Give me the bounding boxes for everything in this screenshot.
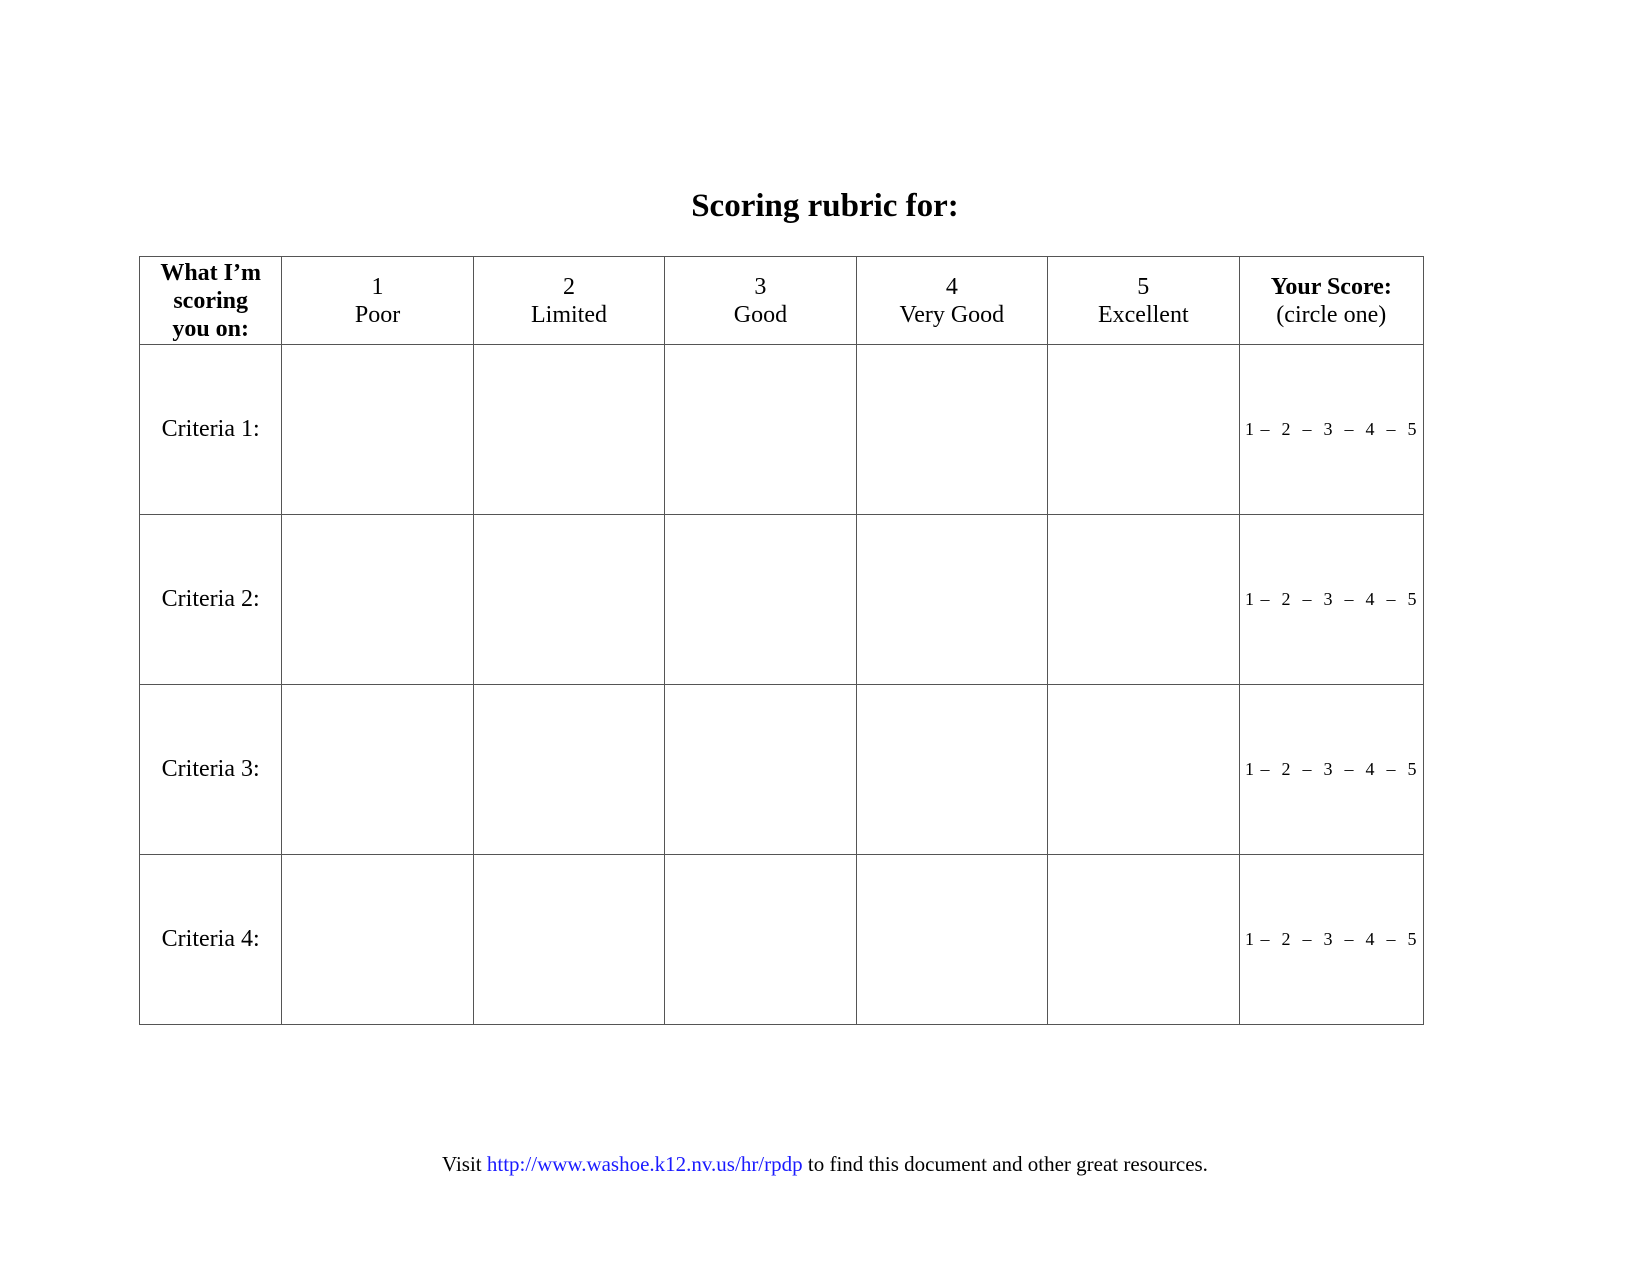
rubric-cell[interactable] bbox=[665, 855, 856, 1025]
level-number: 4 bbox=[945, 273, 958, 300]
score-column-header bbox=[1239, 257, 1423, 345]
rubric-cell[interactable] bbox=[282, 685, 473, 855]
level-number: 5 bbox=[1137, 273, 1150, 300]
level-header-2 bbox=[473, 257, 664, 345]
footer-note bbox=[0, 1151, 1650, 1177]
score-scale[interactable]: 1 – 2 – 3 – 4 – 5 bbox=[1239, 515, 1423, 685]
criteria-row-3 bbox=[140, 685, 1424, 855]
level-header-5 bbox=[1048, 257, 1239, 345]
criteria-row-1 bbox=[140, 345, 1424, 515]
rubric-cell[interactable] bbox=[473, 685, 664, 855]
page-title: Scoring rubric for: bbox=[691, 188, 959, 224]
criteria-row-4 bbox=[140, 855, 1424, 1025]
footer-prefix: Visit bbox=[442, 1152, 487, 1176]
criteria-label: Criteria 1: bbox=[140, 345, 282, 515]
rubric-cell[interactable] bbox=[473, 345, 664, 515]
score-header-title: Your Score: bbox=[1270, 273, 1392, 300]
criteria-header-line: you on: bbox=[172, 315, 249, 342]
rubric-cell[interactable] bbox=[856, 855, 1047, 1025]
rubric-cell[interactable] bbox=[665, 685, 856, 855]
score-scale[interactable]: 1 – 2 – 3 – 4 – 5 bbox=[1239, 855, 1423, 1025]
criteria-label: Criteria 3: bbox=[140, 685, 282, 855]
footer-suffix: to find this document and other great resources. bbox=[802, 1152, 1208, 1176]
level-name: Good bbox=[733, 301, 788, 328]
rubric-cell[interactable] bbox=[856, 345, 1047, 515]
level-number: 2 bbox=[562, 273, 575, 300]
resource-link[interactable]: http://www.washoe.k12.nv.us/hr/rpdp bbox=[486, 1152, 803, 1176]
score-scale[interactable]: 1 – 2 – 3 – 4 – 5 bbox=[1239, 685, 1423, 855]
rubric-cell[interactable] bbox=[282, 515, 473, 685]
rubric-cell[interactable] bbox=[1048, 685, 1239, 855]
rubric-cell[interactable] bbox=[473, 515, 664, 685]
level-number: 1 bbox=[371, 273, 384, 300]
level-header-3 bbox=[665, 257, 856, 345]
header-row bbox=[140, 257, 1424, 345]
rubric-cell[interactable] bbox=[665, 515, 856, 685]
level-name: Limited bbox=[530, 301, 607, 328]
level-name: Excellent bbox=[1097, 301, 1189, 328]
criteria-label: Criteria 4: bbox=[140, 855, 282, 1025]
level-number: 3 bbox=[754, 273, 767, 300]
criteria-header-line: What I’m bbox=[160, 259, 261, 286]
rubric-cell[interactable] bbox=[1048, 855, 1239, 1025]
rubric-cell[interactable] bbox=[1048, 515, 1239, 685]
criteria-header-line: scoring bbox=[173, 287, 248, 314]
criteria-row-2 bbox=[140, 515, 1424, 685]
level-header-1 bbox=[282, 257, 473, 345]
rubric-table bbox=[139, 256, 1424, 1025]
rubric-cell[interactable] bbox=[282, 345, 473, 515]
criteria-column-header bbox=[140, 257, 282, 345]
rubric-cell[interactable] bbox=[282, 855, 473, 1025]
level-header-4 bbox=[856, 257, 1047, 345]
score-scale[interactable]: 1 – 2 – 3 – 4 – 5 bbox=[1239, 345, 1423, 515]
rubric-cell[interactable] bbox=[1048, 345, 1239, 515]
rubric-cell[interactable] bbox=[856, 515, 1047, 685]
rubric-cell[interactable] bbox=[665, 345, 856, 515]
level-name: Poor bbox=[354, 301, 401, 328]
score-header-subtitle: (circle one) bbox=[1276, 301, 1387, 328]
criteria-label: Criteria 2: bbox=[140, 515, 282, 685]
level-name: Very Good bbox=[899, 301, 1005, 328]
rubric-cell[interactable] bbox=[473, 855, 664, 1025]
rubric-cell[interactable] bbox=[856, 685, 1047, 855]
